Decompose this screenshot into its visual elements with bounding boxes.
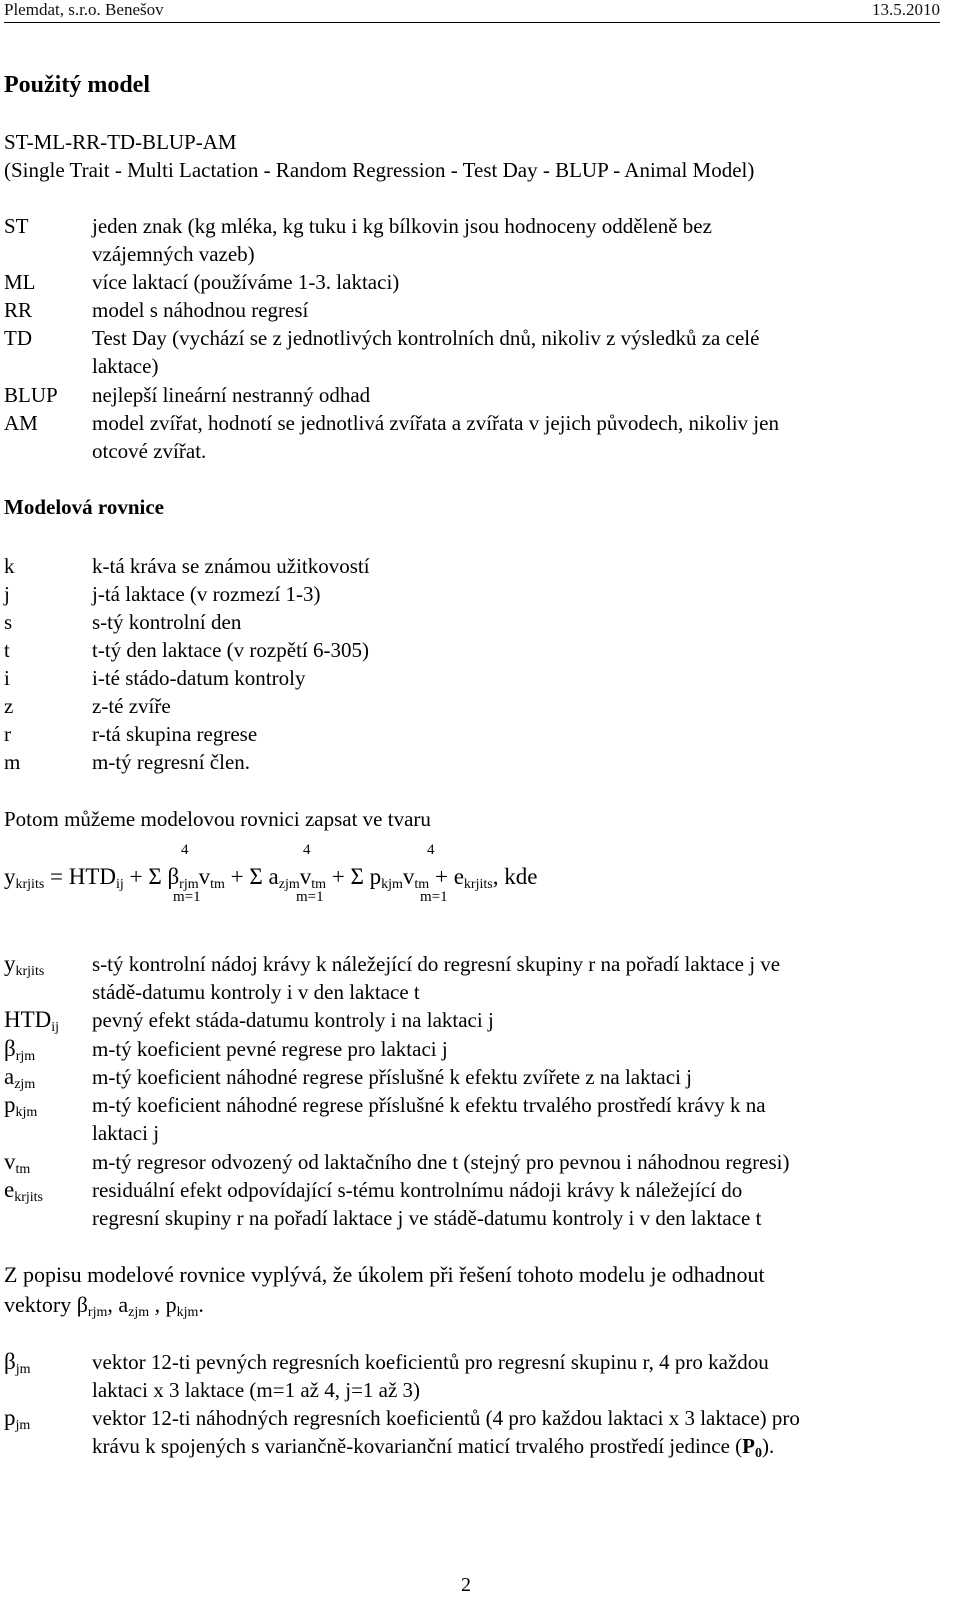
conclusion-line: Z popisu modelové rovnice vyplývá, že úkolem při řešení tohoto modelu je odhadnout bbox=[4, 1262, 765, 1287]
abbrev-value-line: model zvířat, hodnotí se jednotlivá zvířata a zvířata v jejich původech, nikoliv jen bbox=[92, 411, 779, 435]
abbrev-value-line: Test Day (vychází se z jednotlivých kontrolních dnů, nikoliv z výsledků za celé bbox=[92, 326, 760, 350]
header-date: 13.5.2010 bbox=[872, 0, 940, 19]
term-row bbox=[4, 1035, 944, 1063]
abbrev-key: ST bbox=[4, 214, 29, 238]
abbrev-value-line: laktace) bbox=[92, 354, 159, 378]
abbrev-row bbox=[4, 296, 944, 324]
abbrev-row bbox=[4, 409, 944, 465]
index-key: t bbox=[4, 638, 10, 662]
index-value: z-té zvíře bbox=[92, 694, 171, 718]
index-value: m-tý regresní člen. bbox=[92, 750, 251, 774]
section-heading: Modelová rovnice bbox=[4, 495, 165, 519]
conclusion-paragraph bbox=[4, 1260, 944, 1320]
vector-description: laktaci x 3 laktace (m=1 až 4, j=1 až 3) bbox=[92, 1378, 421, 1402]
index-key: j bbox=[4, 582, 10, 606]
term-description: laktaci j bbox=[92, 1121, 160, 1145]
vector-symbol: $\beta_{jm}$ bbox=[4, 1349, 31, 1377]
term-description: pevný efekt stáda-datumu kontroly i na laktaci j bbox=[92, 1008, 494, 1032]
page-header bbox=[4, 0, 940, 23]
index-row bbox=[4, 580, 704, 608]
sum-upper-limit: 4 bbox=[181, 842, 189, 858]
index-row bbox=[4, 552, 704, 580]
abbrev-row bbox=[4, 324, 944, 380]
term-row bbox=[4, 950, 944, 1006]
term-description: m-tý koeficient pevné regrese pro laktaci j bbox=[92, 1037, 448, 1061]
abbrev-key: ML bbox=[4, 270, 36, 294]
index-row bbox=[4, 748, 704, 776]
term-symbol: $v_{tm}$ bbox=[4, 1149, 31, 1177]
abbrev-value-line: jeden znak (kg mléka, kg tuku i kg bílkovin jsou hodnoceny odděleně bez bbox=[92, 214, 712, 238]
abbrev-value-line: model s náhodnou regresí bbox=[92, 298, 309, 322]
abbrev-row bbox=[4, 268, 944, 296]
equation-line: $y_{krjits} = HTD_{ij} + \Sigma$ $\beta_{rjm}v_{tm} + \Sigma$ $a_{zjm}v_{tm} + \Sigma$ $p_{kjm}v_{tm} + e_{krjits}$, kde bbox=[4, 864, 538, 892]
term-row bbox=[4, 1176, 944, 1232]
term-symbol: $HTD_{ij}$ bbox=[4, 1007, 60, 1035]
term-symbol: $y_{krjits}$ bbox=[4, 951, 45, 979]
abbrev-key: AM bbox=[4, 411, 38, 435]
index-key: i bbox=[4, 666, 10, 690]
abbrev-row bbox=[4, 212, 944, 268]
index-value: j-tá laktace (v rozmezí 1-3) bbox=[92, 582, 321, 606]
sum-lower-limit: m=1 bbox=[420, 889, 448, 905]
page-number: 2 bbox=[461, 1574, 471, 1596]
sum-lower-limit: m=1 bbox=[173, 889, 201, 905]
term-row bbox=[4, 1091, 944, 1147]
vector-symbol: $p_{jm}$ bbox=[4, 1405, 31, 1433]
sum-symbol: Σ bbox=[249, 864, 263, 889]
term-description: stádě-datumu kontroly i v den laktace t bbox=[92, 980, 420, 1004]
vector-row bbox=[4, 1404, 944, 1460]
index-key: r bbox=[4, 722, 11, 746]
conclusion-line: vektory $\beta_{rjm}$, $a_{zjm}$ , $p_{kjm}$. bbox=[4, 1292, 204, 1320]
vector-row bbox=[4, 1348, 944, 1404]
abbrev-key: BLUP bbox=[4, 383, 58, 407]
term-row bbox=[4, 1063, 944, 1091]
index-key: z bbox=[4, 694, 14, 718]
index-value: k-tá kráva se známou užitkovostí bbox=[92, 554, 370, 578]
abbrev-value-line: nejlepší lineární nestranný odhad bbox=[92, 383, 371, 407]
sum-upper-limit: 4 bbox=[427, 842, 435, 858]
term-description: m-tý regresor odvozený od laktačního dne t (stejný pro pevnou i náhodnou regresi) bbox=[92, 1150, 790, 1174]
index-row bbox=[4, 664, 704, 692]
term-symbol: $a_{zjm}$ bbox=[4, 1064, 36, 1092]
term-symbol: $p_{kjm}$ bbox=[4, 1092, 38, 1120]
index-row bbox=[4, 692, 704, 720]
sum-symbol: Σ bbox=[148, 864, 162, 889]
abbrev-key: RR bbox=[4, 298, 33, 322]
index-value: t-tý den laktace (v rozpětí 6-305) bbox=[92, 638, 369, 662]
sum-symbol: Σ bbox=[350, 864, 364, 889]
term-description: residuální efekt odpovídající s-tému kontrolnímu nádoji krávy k náležející do bbox=[92, 1178, 743, 1202]
page-title: Použitý model bbox=[4, 72, 150, 98]
term-row bbox=[4, 1148, 944, 1176]
term-row bbox=[4, 1006, 944, 1034]
model-name: ST-ML-RR-TD-BLUP-AM bbox=[4, 130, 237, 154]
vector-description: vektor 12-ti pevných regresních koeficientů pro regresní skupinu r, 4 pro každou bbox=[92, 1350, 769, 1374]
sum-upper-limit: 4 bbox=[303, 842, 311, 858]
abbrev-row bbox=[4, 381, 944, 409]
model-expansion: (Single Trait - Multi Lactation - Random Regression - Test Day - BLUP - Animal Model) bbox=[4, 158, 755, 182]
vector-description: vektor 12-ti náhodných regresních koeficientů (4 pro každou laktaci x 3 laktace) pro bbox=[92, 1406, 800, 1430]
abbrev-value-line: více laktací (používáme 1-3. laktaci) bbox=[92, 270, 400, 294]
index-key: m bbox=[4, 750, 21, 774]
index-value: r-tá skupina regrese bbox=[92, 722, 258, 746]
term-description: m-tý koeficient náhodné regrese příslušné k efektu zvířete z na laktaci j bbox=[92, 1065, 692, 1089]
abbrev-value-line: vzájemných vazeb) bbox=[92, 242, 255, 266]
index-row bbox=[4, 636, 704, 664]
term-description: m-tý koeficient náhodné regrese příslušné k efektu trvalého prostředí krávy k na bbox=[92, 1093, 766, 1117]
index-row bbox=[4, 720, 704, 748]
abbrev-value-line: otcové zvířat. bbox=[92, 439, 207, 463]
index-key: k bbox=[4, 554, 15, 578]
term-description: s-tý kontrolní nádoj krávy k náležející do regresní skupiny r na pořadí laktace j ve bbox=[92, 952, 781, 976]
index-value: s-tý kontrolní den bbox=[92, 610, 242, 634]
equation-intro: Potom můžeme modelovou rovnici zapsat ve tvaru bbox=[4, 807, 431, 831]
index-key: s bbox=[4, 610, 13, 634]
header-company: Plemdat, s.r.o. Benešov bbox=[4, 0, 164, 19]
term-description: regresní skupiny r na pořadí laktace j ve stádě-datumu kontroly i v den laktace t bbox=[92, 1206, 762, 1230]
sum-lower-limit: m=1 bbox=[296, 889, 324, 905]
index-value: i-té stádo-datum kontroly bbox=[92, 666, 306, 690]
index-row bbox=[4, 608, 704, 636]
vector-description: krávu k spojených s variančně-kovarianční maticí trvalého prostředí jedince $(P_0)$. bbox=[92, 1434, 775, 1461]
term-symbol: $\beta_{rjm}$ bbox=[4, 1036, 36, 1064]
term-symbol: $e_{krjits}$ bbox=[4, 1177, 43, 1205]
abbrev-key: TD bbox=[4, 326, 32, 350]
